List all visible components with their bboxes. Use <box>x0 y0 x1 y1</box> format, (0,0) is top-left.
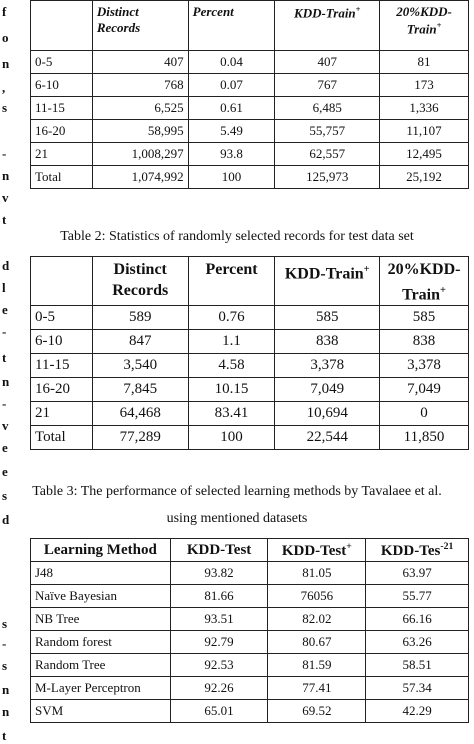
table-row <box>31 166 469 189</box>
row-label-cell: Total <box>31 166 93 189</box>
fragment: n <box>2 682 10 697</box>
fragment: s <box>2 488 8 503</box>
value-cell: 92.53 <box>170 654 268 677</box>
value-cell: 6,485 <box>275 97 380 120</box>
fragment: n <box>2 704 10 719</box>
fragment: s <box>2 100 8 115</box>
fragment: - <box>2 146 7 161</box>
row-label-cell: 6-10 <box>31 74 93 97</box>
value-cell: 69.52 <box>268 700 366 723</box>
row-label-cell: 16-20 <box>31 120 93 143</box>
fragment: f <box>2 4 7 19</box>
fragment: n <box>2 56 10 71</box>
table-2-caption: Table 2: Statistics of randomly selected records for test data set <box>60 229 414 244</box>
value-cell: 81.59 <box>268 654 366 677</box>
value-cell: 25,192 <box>380 166 469 189</box>
row-label-cell: 21 <box>31 143 93 166</box>
value-cell: 585 <box>380 306 469 330</box>
value-cell: 407 <box>275 51 380 74</box>
value-cell: 589 <box>92 306 188 330</box>
value-cell: 1.1 <box>188 330 275 354</box>
value-cell: 1,336 <box>380 97 469 120</box>
fragment: v <box>2 418 9 433</box>
value-cell: 5.49 <box>188 120 275 143</box>
value-cell: 81 <box>380 51 469 74</box>
table-3-caption-line-2: using mentioned datasets <box>166 511 308 526</box>
header-cell <box>31 1 93 51</box>
table-row <box>31 143 469 166</box>
header-cell-learning-method: Learning Method <box>31 539 171 562</box>
value-cell: 81.66 <box>170 585 268 608</box>
value-cell: 63.97 <box>366 562 469 585</box>
value-cell: 93.51 <box>170 608 268 631</box>
fragment: s <box>2 616 8 631</box>
table-3 <box>30 538 469 723</box>
header-cell-kdd-test: KDD-Test <box>170 539 268 562</box>
fragment: - <box>2 636 7 651</box>
value-cell: 100 <box>188 166 275 189</box>
value-cell: 585 <box>275 306 380 330</box>
header-cell <box>31 257 93 306</box>
value-cell: 77.41 <box>268 677 366 700</box>
table-header-row <box>31 257 469 306</box>
table-row <box>31 330 469 354</box>
value-cell: 58.51 <box>366 654 469 677</box>
value-cell: 0 <box>380 402 469 426</box>
header-cell-percent: Percent <box>188 257 275 306</box>
row-label-cell: 0-5 <box>31 306 93 330</box>
value-cell: 838 <box>275 330 380 354</box>
header-cell-kdd-train: KDD-Train+ <box>275 1 380 51</box>
row-label-cell: Random Tree <box>31 654 171 677</box>
value-cell: 1,008,297 <box>92 143 188 166</box>
value-cell: 3,378 <box>380 354 469 378</box>
value-cell: 3,540 <box>92 354 188 378</box>
table-row <box>31 562 469 585</box>
row-label-cell: Total <box>31 426 93 450</box>
fragment: e <box>2 464 8 479</box>
row-label-cell: 0-5 <box>31 51 93 74</box>
table-row <box>31 51 469 74</box>
row-label-cell: Random forest <box>31 631 171 654</box>
value-cell: 3,378 <box>275 354 380 378</box>
table-row <box>31 120 469 143</box>
row-label-cell: 11-15 <box>31 97 93 120</box>
value-cell: 80.67 <box>268 631 366 654</box>
table-row <box>31 585 469 608</box>
value-cell: 92.26 <box>170 677 268 700</box>
value-cell: 93.8 <box>188 143 275 166</box>
row-label-cell: Naïve Bayesian <box>31 585 171 608</box>
table-3-caption-line-1: Table 3: The performance of selected learning methods by Tavalaee et al. <box>32 484 442 499</box>
fragment: e <box>2 440 8 455</box>
value-cell: 65.01 <box>170 700 268 723</box>
fragment: t <box>2 212 7 227</box>
value-cell: 847 <box>92 330 188 354</box>
row-label-cell: J48 <box>31 562 171 585</box>
table-1 <box>30 0 469 189</box>
value-cell: 0.76 <box>188 306 275 330</box>
fragment: - <box>2 324 7 339</box>
value-cell: 7,845 <box>92 378 188 402</box>
row-label-cell: SVM <box>31 700 171 723</box>
value-cell: 11,107 <box>380 120 469 143</box>
table-row <box>31 354 469 378</box>
value-cell: 93.82 <box>170 562 268 585</box>
value-cell: 81.05 <box>268 562 366 585</box>
fragment: n <box>2 374 10 389</box>
value-cell: 55.77 <box>366 585 469 608</box>
table-row <box>31 378 469 402</box>
table-2 <box>30 256 469 450</box>
table-row <box>31 700 469 723</box>
value-cell: 125,973 <box>275 166 380 189</box>
value-cell: 10,694 <box>275 402 380 426</box>
value-cell: 767 <box>275 74 380 97</box>
fragment: n <box>2 168 10 183</box>
table-header-row <box>31 539 469 562</box>
table-row <box>31 306 469 330</box>
value-cell: 0.04 <box>188 51 275 74</box>
header-cell-20-kdd-train: 20%KDD-Train+ <box>380 257 469 306</box>
header-cell-percent: Percent <box>188 1 275 51</box>
value-cell: 62,557 <box>275 143 380 166</box>
fragment: o <box>2 30 9 45</box>
value-cell: 10.15 <box>188 378 275 402</box>
value-cell: 22,544 <box>275 426 380 450</box>
table-row <box>31 608 469 631</box>
header-cell-kdd-train: KDD-Train+ <box>275 257 380 306</box>
header-cell-20-kdd-train: 20%KDD-Train+ <box>380 1 469 51</box>
fragment: v <box>2 190 9 205</box>
table-row <box>31 402 469 426</box>
left-column-fragments <box>0 0 22 741</box>
value-cell: 66.16 <box>366 608 469 631</box>
value-cell: 838 <box>380 330 469 354</box>
value-cell: 82.02 <box>268 608 366 631</box>
value-cell: 407 <box>92 51 188 74</box>
value-cell: 0.61 <box>188 97 275 120</box>
value-cell: 4.58 <box>188 354 275 378</box>
value-cell: 1,074,992 <box>92 166 188 189</box>
header-cell-kdd-test-plus: KDD-Test+ <box>268 539 366 562</box>
fragment: e <box>2 302 8 317</box>
value-cell: 76056 <box>268 585 366 608</box>
fragment: - <box>2 396 7 411</box>
fragment: , <box>2 80 6 95</box>
fragment: l <box>2 280 6 295</box>
value-cell: 12,495 <box>380 143 469 166</box>
fragment: d <box>2 512 10 527</box>
table-row <box>31 97 469 120</box>
value-cell: 768 <box>92 74 188 97</box>
header-cell-distinct-records: Distinct Records <box>92 1 188 51</box>
fragment: t <box>2 728 7 743</box>
row-label-cell: 16-20 <box>31 378 93 402</box>
row-label-cell: 21 <box>31 402 93 426</box>
row-label-cell: NB Tree <box>31 608 171 631</box>
value-cell: 6,525 <box>92 97 188 120</box>
row-label-cell: 6-10 <box>31 330 93 354</box>
value-cell: 0.07 <box>188 74 275 97</box>
value-cell: 92.79 <box>170 631 268 654</box>
row-label-cell: M-Layer Perceptron <box>31 677 171 700</box>
value-cell: 63.26 <box>366 631 469 654</box>
table-row <box>31 426 469 450</box>
table-row <box>31 654 469 677</box>
value-cell: 57.34 <box>366 677 469 700</box>
fragment: t <box>2 350 7 365</box>
fragment: s <box>2 658 8 673</box>
value-cell: 42.29 <box>366 700 469 723</box>
table-row <box>31 631 469 654</box>
value-cell: 83.41 <box>188 402 275 426</box>
table-row <box>31 677 469 700</box>
value-cell: 77,289 <box>92 426 188 450</box>
row-label-cell: 11-15 <box>31 354 93 378</box>
value-cell: 100 <box>188 426 275 450</box>
table-header-row <box>31 1 469 51</box>
value-cell: 58,995 <box>92 120 188 143</box>
value-cell: 7,049 <box>380 378 469 402</box>
header-cell-kdd-test-21: KDD-Tes$^{-21}$ <box>366 539 469 562</box>
value-cell: 173 <box>380 74 469 97</box>
value-cell: 55,757 <box>275 120 380 143</box>
header-cell-distinct-records: Distinct Records <box>92 257 188 306</box>
value-cell: 64,468 <box>92 402 188 426</box>
value-cell: 7,049 <box>275 378 380 402</box>
fragment: d <box>2 258 10 273</box>
value-cell: 11,850 <box>380 426 469 450</box>
table-row <box>31 74 469 97</box>
